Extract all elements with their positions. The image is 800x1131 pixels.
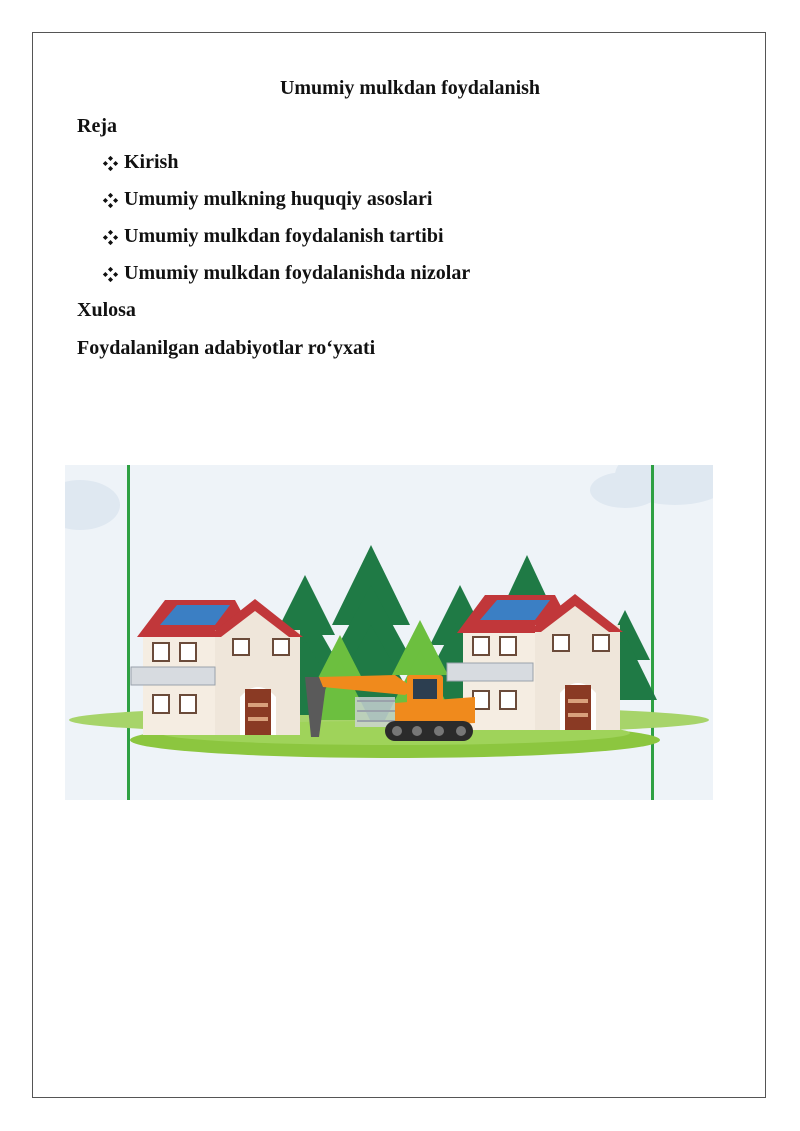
diamond-bullet-icon	[102, 192, 119, 209]
list-item	[102, 262, 470, 285]
houses-with-excavator-illustration	[65, 465, 713, 800]
references-heading: Foydalanilgan adabiyotlar ro‘yxati	[77, 337, 376, 359]
list-item	[102, 225, 444, 248]
conclusion-heading: Xulosa	[77, 299, 136, 321]
plan-heading: Reja	[77, 115, 117, 137]
page-title: Umumiy mulkdan foydalanish	[279, 77, 541, 99]
plan-item-label: Kirish	[124, 151, 179, 173]
plan-item-label: Umumiy mulkdan foydalanishda nizolar	[124, 262, 471, 284]
diamond-bullet-icon	[102, 266, 119, 283]
diamond-bullet-icon	[102, 155, 119, 172]
plan-item-label: Umumiy mulkning huquqiy asoslari	[124, 188, 433, 210]
list-item	[102, 151, 178, 174]
list-item	[102, 188, 432, 211]
plan-item-label: Umumiy mulkdan foydalanish tartibi	[124, 225, 444, 247]
diamond-bullet-icon	[102, 229, 119, 246]
